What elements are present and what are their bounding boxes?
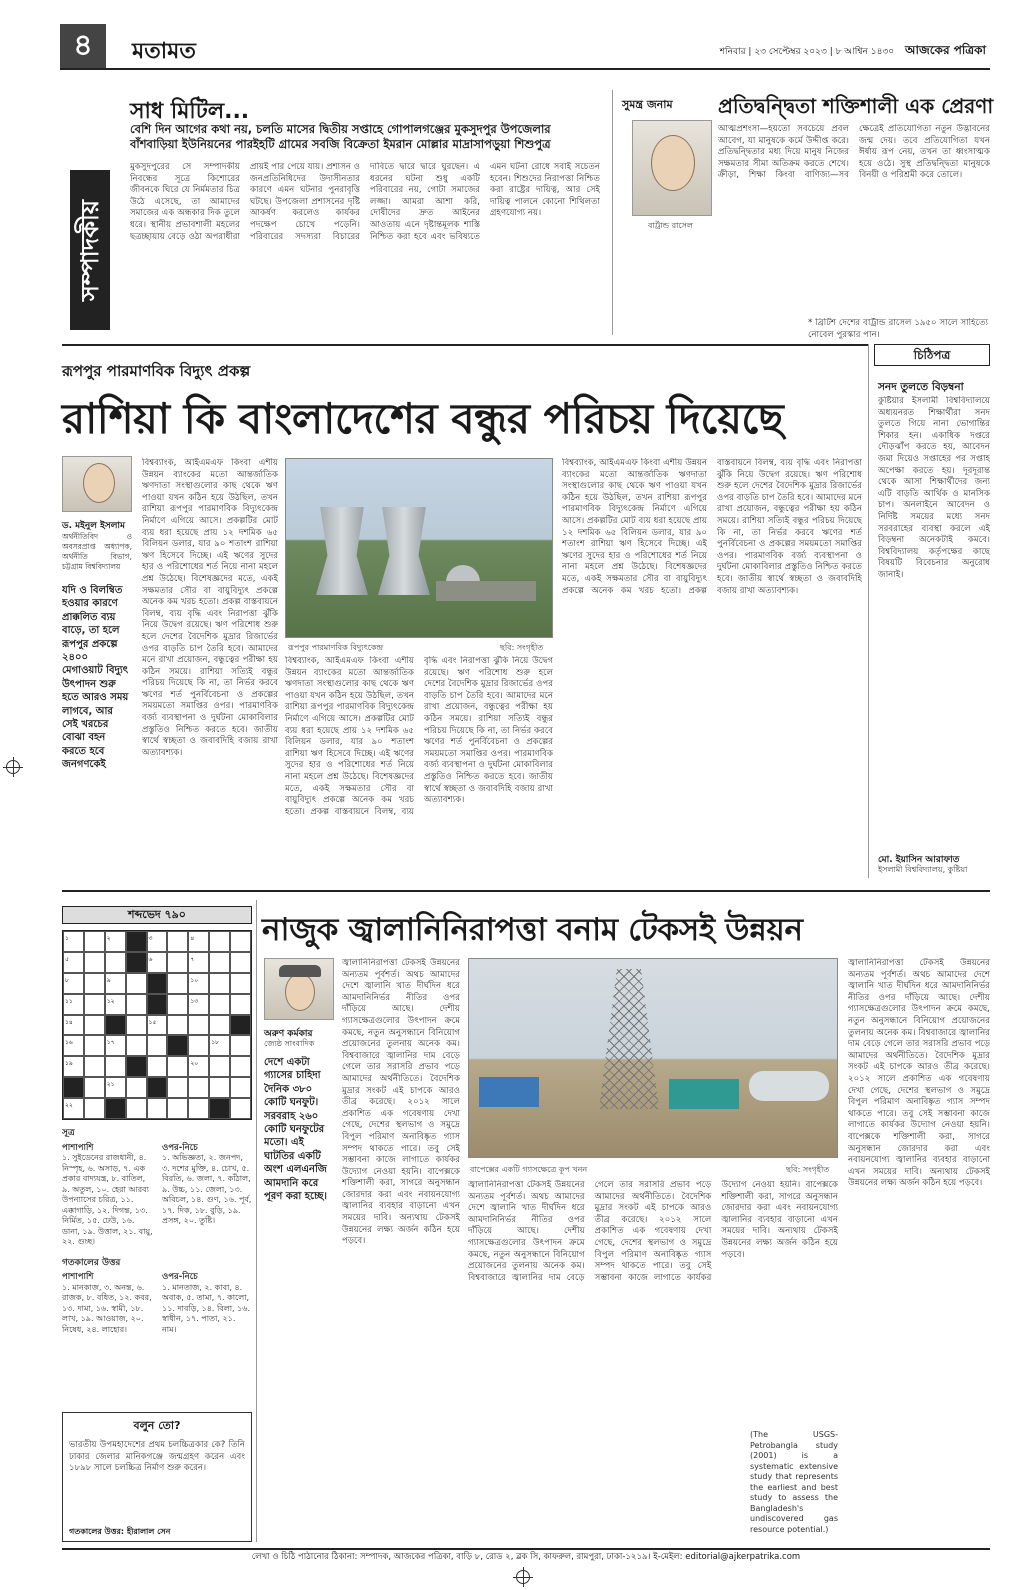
columnist2-face-icon xyxy=(285,973,315,1011)
crossword-block xyxy=(147,1077,168,1098)
author-portrait xyxy=(632,120,712,216)
crossword-cell[interactable]: ১৮ xyxy=(209,1035,230,1056)
nuclear-plant-photo xyxy=(285,458,553,638)
crossword-cell[interactable] xyxy=(84,994,105,1015)
main-kicker: রূপপুর পারমাণবিক বিদ্যুৎ প্রকল্প xyxy=(62,362,251,380)
registration-mark-icon xyxy=(6,760,20,774)
crossword-cell[interactable] xyxy=(126,1098,147,1119)
crossword-block xyxy=(147,973,168,994)
crossword-cell[interactable] xyxy=(230,1077,251,1098)
page-header xyxy=(60,24,990,70)
editorial-title: সাধ মিটিল... xyxy=(130,99,250,124)
crossword-cell[interactable] xyxy=(105,952,126,973)
crossword-cell[interactable] xyxy=(209,931,230,952)
second-author-name: অরুণ কর্মকার xyxy=(264,1029,313,1039)
crossword-cell[interactable] xyxy=(147,1035,168,1056)
crossword-cell[interactable]: ১০ xyxy=(188,973,209,994)
columnist2-portrait xyxy=(264,958,334,1020)
opinion-author: সুমন্ত্র জনাম xyxy=(622,98,673,111)
crossword-cell[interactable] xyxy=(84,973,105,994)
crossword-cell[interactable] xyxy=(167,1015,188,1036)
second-headline: নাজুক জ্বালানিনিরাপত্তা বনাম টেকসই উন্নয়ন xyxy=(262,912,803,948)
crossword-cell[interactable] xyxy=(230,931,251,952)
letters-body: কুষ্টিয়ার ইসলামী বিশ্ববিদ্যালয়ে অধ্যয়নরত শিক্ষার্থীরা সনদ তুলতে গিয়ে নানা ভোগান্তির শিকার হন। একাধিক দপ্তরে দৌড়ঝাঁপ করতে হয়, আবেদন জমা দিয়েও সপ্তাহের পর সপ্তাহ অপেক্ষা করতে হয়। দূরদূরান্ত থেকে আসা শিক্ষার্থীদের জন্য এটি বাড়তি আর্থিক ও মানসিক চাপ। অনলাইনে আবেদন ও নির্দিষ্ট সময়ের মধ্যে সনদ সরবরাহের ব্যবস্থা করলে এই বিড়ম্বনা অনেকটাই কমবে। বিশ্ববিদ্যালয় কর্তৃপক্ষের কাছে বিষয়টি বিবেচনার অনুরোধ জানাই। xyxy=(878,396,990,580)
crossword-cell[interactable] xyxy=(147,1056,168,1077)
crossword-cell[interactable] xyxy=(84,931,105,952)
main-pull-quote: যদি ও বিলম্বিত হওয়ার কারণে প্রাক্কলিত ব্যয় বাড়ে, তা হলে রূপপুর প্রকল্পে ২৪০০ মেগাওয়াট বিদ্যুৎ উৎপাদন শুরু হতে আরও সময় লাগবে, আর সেই খরচের বোঝা বহন করতে হবে জনগণকেই xyxy=(62,585,129,771)
main-body-col3: বিশ্বব্যাংক, আইএমএফ কিংবা এশীয় উন্নয়ন ব্যাংকের মতো আন্তর্জাতিক ঋণদাতা সংস্থাগুলোর কাছ থেকে ঋণ পাওয়া যখন কঠিন হয়ে উঠছিল, তখন রাশিয়া রূপপুর পারমাণবিক বিদ্যুৎকেন্দ্র নির্মাণে এগিয়ে আসে। প্রকল্পটির মোট ব্যয় ধরা হয়েছে প্রায় ১২ দশমিক ৬৫ বিলিয়ন ডলার, যার ৯০ শতাংশ রাশিয়া ঋণ হিসেবে দিচ্ছে। এই ঋণের সুদের হার ও পরিশোধের শর্ত নিয়ে নানা মহলে প্রশ্ন উঠেছে। বিশেষজ্ঞদের মতে, একই সক্ষমতার সৌর বা বায়ুবিদ্যুৎ প্রকল্পে অনেক কম খরচ হতো। প্রকল্প বাস্তবায়নে বিলম্ব, ব্যয় বৃদ্ধি এবং নিরাপত্তা ঝুঁকি নিয়ে উদ্বেগ রয়েছে। ঋণ পরিশোধ শুরু হলে দেশের বৈদেশিক মুদ্রার রিজার্ভের ওপর বাড়তি চাপ তৈরি হবে। আমাদের মনে রাখা প্রয়োজন, বন্ধুত্বের পরীক্ষা হয় কঠিন সময়ে। রাশিয়া সত্যিই বন্ধুর পরিচয় দিয়েছে কি না, তা নির্ভর করবে ঋণের শর্ত পুনর্বিবেচনা ও প্রকল্পের সময়মতো সমাপ্তির ওপর। পারমাণবিক বর্জ্য ব্যবস্থাপনা ও দুর্ঘটনা মোকাবিলার প্রস্তুতিও নিশ্চিত করতে হবে। জাতীয় স্বার্থে স্বচ্ছতা ও জবাবদিহি বজায় রাখা অত্যাবশ্যক। xyxy=(562,458,862,596)
letters-signature: মো. ইয়াসিন আরাফাত xyxy=(878,855,960,865)
crossword-cell[interactable] xyxy=(105,1056,126,1077)
container-icon xyxy=(479,1077,539,1107)
hat-icon xyxy=(279,965,321,977)
crossword-cell[interactable] xyxy=(167,1098,188,1119)
crossword-cell[interactable] xyxy=(147,1098,168,1119)
crossword-cell[interactable] xyxy=(209,952,230,973)
crossword-block xyxy=(105,1015,126,1036)
main-body-col2: বিশ্বব্যাংক, আইএমএফ কিংবা এশীয় উন্নয়ন ব্যাংকের মতো আন্তর্জাতিক ঋণদাতা সংস্থাগুলোর কাছ থেকে ঋণ পাওয়া যখন কঠিন হয়ে উঠছিল, তখন রাশিয়া রূপপুর পারমাণবিক বিদ্যুৎকেন্দ্র নির্মাণে এগিয়ে আসে। প্রকল্পটির মোট ব্যয় ধরা হয়েছে প্রায় ১২ দশমিক ৬৫ বিলিয়ন ডলার, যার ৯০ শতাংশ রাশিয়া ঋণ হিসেবে দিচ্ছে। এই ঋণের সুদের হার ও পরিশোধের শর্ত নিয়ে নানা মহলে প্রশ্ন উঠেছে। বিশেষজ্ঞদের মতে, একই সক্ষমতার সৌর বা বায়ুবিদ্যুৎ প্রকল্পে অনেক কম খরচ হতো। প্রকল্প বাস্তবায়নে বিলম্ব, ব্যয় বৃদ্ধি এবং নিরাপত্তা ঝুঁকি নিয়ে উদ্বেগ রয়েছে। ঋণ পরিশোধ শুরু হলে দেশের বৈদেশিক মুদ্রার রিজার্ভের ওপর বাড়তি চাপ তৈরি হবে। আমাদের মনে রাখা প্রয়োজন, বন্ধুত্বের পরীক্ষা হয় কঠিন সময়ে। রাশিয়া সত্যিই বন্ধুর পরিচয় দিয়েছে কি না, তা নির্ভর করবে ঋণের শর্ত পুনর্বিবেচনা ও প্রকল্পের সময়মতো সমাপ্তির ওপর। পারমাণবিক বর্জ্য ব্যবস্থাপনা ও দুর্ঘটনা মোকাবিলার প্রস্তুতিও নিশ্চিত করতে হবে। জাতীয় স্বার্থে স্বচ্ছতা ও জবাবদিহি বজায় রাখা অত্যাবশ্যক। xyxy=(285,656,553,817)
container-icon xyxy=(669,1079,739,1109)
crossword-block xyxy=(209,1098,230,1119)
crossword-cell[interactable]: ২০ xyxy=(188,1056,209,1077)
page-number: ৪ xyxy=(60,24,106,68)
column-divider xyxy=(256,900,257,1542)
answers-heading: গতকালের উত্তর xyxy=(62,1257,121,1268)
crossword-cell[interactable]: ১ xyxy=(63,931,84,952)
crossword-cell[interactable]: ২ xyxy=(105,931,126,952)
crossword-cell[interactable]: ১২ xyxy=(105,994,126,1015)
letters-title: সনদ তুলতে বিড়ম্বনা xyxy=(878,381,964,393)
columnist-portrait xyxy=(62,456,132,512)
crossword-cell[interactable]: ১৯ xyxy=(63,1056,84,1077)
crossword-cell[interactable] xyxy=(209,1015,230,1036)
crossword-cell[interactable] xyxy=(230,1035,251,1056)
crossword-cell[interactable]: ১৭ xyxy=(105,1035,126,1056)
across-heading: পাশাপাশি xyxy=(62,1142,94,1153)
crossword-cell[interactable] xyxy=(84,1015,105,1036)
rig-photo-caption: বাপেক্সের একটি গ্যাসক্ষেত্রে কূপ খনন xyxy=(470,1165,588,1174)
crossword-cell[interactable]: ১৩ xyxy=(188,994,209,1015)
column-divider xyxy=(612,90,613,335)
gas-rig-photo xyxy=(468,958,838,1158)
opinion-body: আত্মপ্রশংসা—হয়তো সবচেয়ে প্রবল আবেগ, যা মানুষকে কর্মে উদ্দীপ্ত করে। প্রতিদ্বন্দ্বিতার মধ্য দিয়ে মানুষ নিজের সক্ষমতার সীমা অতিক্রম করতে শেখে। ক্রীড়া, শিক্ষা কিংবা বাণিজ্য—সব ক্ষেত্রেই প্রতিযোগিতা নতুন উদ্ভাবনের জন্ম দেয়। তবে প্রতিযোগিতা যখন ঈর্ষায় রূপ নেয়, তখন তা ধ্বংসাত্মক হয়ে ওঠে। সুস্থ প্রতিদ্বন্দ্বিতা মানুষকে বিনয়ী ও পরিশ্রমী করে তোলে। xyxy=(718,124,990,181)
second-pull-quote: দেশে একটা গ্যাসের চাহিদা দৈনিক ৩৮০ কোটি ঘনফুট। সরবরাহ ২৬০ কোটি ঘনফুটের মতো। এই ঘাটতির একটি অংশ এলএনজি আমদানি করে পূরণ করা হচ্ছে। xyxy=(264,1057,328,1203)
quiz-text: ভারতীয় উপমহাদেশের প্রথম চলচ্চিত্রকার কে? তিনি ঢাকার জেলার মানিকগঞ্জে জন্মগ্রহণ করেন এবং ১৮৯৮ সালে চলচ্চিত্র নির্মাণ শুরু করেন। xyxy=(69,1440,245,1474)
crossword-cell[interactable] xyxy=(126,1035,147,1056)
drill-rig-icon xyxy=(599,969,659,1109)
crossword-cell[interactable] xyxy=(188,1015,209,1036)
issue-date: শনিবার | ২৩ সেপ্টেম্বর ২০২৩ | ৮ আশ্বিন ১৪৩০ xyxy=(719,47,895,57)
crossword-cell[interactable] xyxy=(126,1015,147,1036)
across-answers-heading: পাশাপাশি xyxy=(62,1272,94,1282)
nuclear-photo-caption: রূপপুর পারমাণবিক বিদ্যুৎকেন্দ্র xyxy=(288,643,384,652)
letters-affiliation: ইসলামী বিশ্ববিদ্যালয়, কুষ্টিয়া xyxy=(878,865,968,874)
crossword-cell[interactable] xyxy=(209,1056,230,1077)
quiz-box xyxy=(62,1412,252,1542)
crossword-cell[interactable]: ১৬ xyxy=(63,1035,84,1056)
crossword-block xyxy=(105,1098,126,1119)
across-clues: ১. সুইডেনের রাজধানী, ৪. নিস্পৃহ, ৬. অসাড়, ৭. এক প্রকার বাদ্যযন্ত্র, ৮. বাতিল, ৯. অতুল, ১০. হেরা আরব্য উপন্যাসের চরিত্র, ১১. এক্কাগাড়ি, ১২. দিগন্ত, ১৩. নির্মিত, ১৫. ঢেউ, ১৬. ডানা, ১৯. উত্তাল, ২১. বায়ু, ২২. গুচ্ছ। xyxy=(62,1153,153,1246)
crossword-cell[interactable]: ৯ xyxy=(105,973,126,994)
crossword-cell[interactable] xyxy=(230,994,251,1015)
crossword-cell[interactable] xyxy=(126,994,147,1015)
crossword-cell[interactable] xyxy=(230,1098,251,1119)
down-answers-heading: ওপর-নিচে xyxy=(162,1272,198,1282)
section-rule xyxy=(62,890,990,892)
crossword-block xyxy=(126,931,147,952)
opinion-title: প্রতিদ্বন্দ্বিতা শক্তিশালী এক প্রেরণা xyxy=(718,94,994,118)
crossword-block xyxy=(126,952,147,973)
crossword-cell[interactable] xyxy=(188,1077,209,1098)
crossword-cell[interactable]: ১১ xyxy=(63,994,84,1015)
second-citation: (The USGS-Petrobangla study (2001) is a systematic extensive study that represents the earliest and best study to assess the Bangladesh's undiscovered gas resource potential.) xyxy=(750,1430,838,1538)
crossword-cell[interactable] xyxy=(230,973,251,994)
second-body-col2: জ্বালানিনিরাপত্তা টেকসই উন্নয়নের অন্যতম পূর্বশর্ত। অথচ আমাদের দেশে জ্বালানি খাত দীর্ঘদিন ধরে আমদানিনির্ভর নীতির ওপর দাঁড়িয়ে আছে। দেশীয় গ্যাসক্ষেত্রগুলোর উৎপাদন ক্রমে কমছে, নতুন অনুসন্ধানে বিনিয়োগ প্রয়োজনের তুলনায় অনেক কম। বিশ্ববাজারে জ্বালানির দাম বেড়ে গেলে তার সরাসরি প্রভাব পড়ে আমাদের অর্থনীতিতে। বৈদেশিক মুদ্রার সংকট এই চাপকে আরও তীব্র করেছে। ২০১২ সালে প্রকাশিত এক গবেষণায় দেখা গেছে, দেশের স্থলভাগ ও সমুদ্রে বিপুল পরিমাণ অনাবিষ্কৃত গ্যাস সম্পদ থাকতে পারে। তবু সেই সম্ভাবনা কাজে লাগাতে কার্যকর উদ্যোগ নেওয়া হয়নি। বাপেক্সকে শক্তিশালী করা, সাগরে অনুসন্ধান জোরদার করা এবং নবায়নযোগ্য জ্বালানির ব্যবহার বাড়ানো এখন সময়ের দাবি। অন্যথায় টেকসই উন্নয়নের লক্ষ্য অর্জন কঠিন হয়ে পড়বে। xyxy=(468,1180,838,1283)
crossword-cell[interactable]: ৮ xyxy=(63,973,84,994)
crossword-cell[interactable] xyxy=(84,1077,105,1098)
crossword-cell[interactable]: ১৪ xyxy=(63,1015,84,1036)
crossword-cell[interactable] xyxy=(188,1035,209,1056)
crossword-block xyxy=(63,1077,84,1098)
second-body-col1: জ্বালানিনিরাপত্তা টেকসই উন্নয়নের অন্যতম পূর্বশর্ত। অথচ আমাদের দেশে জ্বালানি খাত দীর্ঘদিন ধরে আমদানিনির্ভর নীতির ওপর দাঁড়িয়ে আছে। দেশীয় গ্যাসক্ষেত্রগুলোর উৎপাদন ক্রমে কমছে, নতুন অনুসন্ধানে বিনিয়োগ প্রয়োজনের তুলনায় অনেক কম। বিশ্ববাজারে জ্বালানির দাম বেড়ে গেলে তার সরাসরি প্রভাব পড়ে আমাদের অর্থনীতিতে। বৈদেশিক মুদ্রার সংকট এই চাপকে আরও তীব্র করেছে। ২০১২ সালে প্রকাশিত এক গবেষণায় দেখা গেছে, দেশের স্থলভাগ ও সমুদ্রে বিপুল পরিমাণ অনাবিষ্কৃত গ্যাস সম্পদ থাকতে পারে। তবু সেই সম্ভাবনা কাজে লাগাতে কার্যকর উদ্যোগ নেওয়া হয়নি। বাপেক্সকে শক্তিশালী করা, সাগরে অনুসন্ধান জোরদার করা এবং নবায়নযোগ্য জ্বালানির ব্যবহার বাড়ানো এখন সময়ের দাবি। অন্যথায় টেকসই উন্নয়নের লক্ষ্য অর্জন কঠিন হয়ে পড়বে। xyxy=(342,958,460,1247)
portrait-caption: বার্ট্রান্ড রাসেল xyxy=(648,221,693,230)
plant-building-icon xyxy=(436,581,536,601)
crossword-grid[interactable] xyxy=(62,930,252,1120)
crossword-cell[interactable] xyxy=(209,1077,230,1098)
crossword-cell[interactable] xyxy=(209,973,230,994)
quiz-answer: গতকালের উত্তর: হীরালাল সেন xyxy=(69,1527,171,1536)
masthead-brand: আজকের পত্রিকা xyxy=(905,43,986,57)
second-body-col3: জ্বালানিনিরাপত্তা টেকসই উন্নয়নের অন্যতম পূর্বশর্ত। অথচ আমাদের দেশে জ্বালানি খাত দীর্ঘদিন ধরে আমদানিনির্ভর নীতির ওপর দাঁড়িয়ে আছে। দেশীয় গ্যাসক্ষেত্রগুলোর উৎপাদন ক্রমে কমছে, নতুন অনুসন্ধানে বিনিয়োগ প্রয়োজনের তুলনায় অনেক কম। বিশ্ববাজারে জ্বালানির দাম বেড়ে গেলে তার সরাসরি প্রভাব পড়ে আমাদের অর্থনীতিতে। বৈদেশিক মুদ্রার সংকট এই চাপকে আরও তীব্র করেছে। ২০১২ সালে প্রকাশিত এক গবেষণায় দেখা গেছে, দেশের স্থলভাগ ও সমুদ্রে বিপুল পরিমাণ অনাবিষ্কৃত গ্যাস সম্পদ থাকতে পারে। তবু সেই সম্ভাবনা কাজে লাগাতে কার্যকর উদ্যোগ নেওয়া হয়নি। বাপেক্সকে শক্তিশালী করা, সাগরে অনুসন্ধান জোরদার করা এবং নবায়নযোগ্য জ্বালানির ব্যবহার বাড়ানো এখন সময়ের দাবি। অন্যথায় টেকসই উন্নয়নের লক্ষ্য অর্জন কঠিন হয়ে পড়বে। xyxy=(848,958,990,1189)
crossword-block xyxy=(126,1056,147,1077)
cooling-tower-icon xyxy=(378,507,430,595)
crossword-cell[interactable] xyxy=(84,1098,105,1119)
crossword-cell[interactable] xyxy=(126,973,147,994)
editorial-deck: বেশি দিন আগের কথা নয়, চলতি মাসের দ্বিতীয় সপ্তাহে গোপালগঞ্জের মুকসুদপুর উপজেলার বাঁশবাড়িয়া ইউনিয়নের পারইহটি গ্রামের সবজি বিক্রেতা ইমরান মোল্লার মাদ্রাসাপড়ুয়া শিশুপুত্র xyxy=(130,122,551,151)
header-date-brand xyxy=(720,42,986,62)
crossword-block xyxy=(147,994,168,1015)
cooling-tower-icon xyxy=(316,507,368,595)
quiz-heading: বলুন তো? xyxy=(133,1419,181,1432)
section-rule xyxy=(62,344,868,346)
crossword-cell[interactable] xyxy=(84,952,105,973)
editorial-side-label: সম্পাদকীয় xyxy=(70,170,110,330)
editorial-body: মুকসুদপুরের সে সম্পাদকীয় নিবন্ধের সূত্রে কিশোরের জীবনকে ঘিরে যে নির্মমতার চিত্র উঠে এসেছে, তা আমাদের সমাজের এক অন্ধকার দিক তুলে ধরে। স্থানীয় প্রভাবশালী মহলের ছত্রচ্ছায়ায় বেড়ে ওঠা অপরাধীরা প্রায়ই পার পেয়ে যায়। প্রশাসন ও জনপ্রতিনিধিদের উদাসীনতার কারণে এমন ঘটনার পুনরাবৃত্তি ঘটছে। উপজেলা প্রশাসনের দৃষ্টি আকর্ষণ করলেও কার্যকর পদক্ষেপ চোখে পড়েনি। পরিবারের সদস্যরা বিচারের দাবিতে দ্বারে দ্বারে ঘুরছেন। এ ধরনের ঘটনা শুধু একটি পরিবারের নয়, গোটা সমাজের লজ্জা। আমরা আশা করি, দোষীদের দ্রুত আইনের আওতায় এনে দৃষ্টান্তমূলক শাস্তি নিশ্চিত করা হবে এবং ভবিষ্যতে এমন ঘটনা রোধে সবাই সচেতন হবেন। শিশুদের নিরাপত্তা নিশ্চিত করা রাষ্ট্রের দায়িত্ব, আর সেই দায়িত্ব পালনে কোনো শিথিলতা গ্রহণযোগ্য নয়। xyxy=(130,162,600,242)
clues-heading: সূত্র xyxy=(62,1128,75,1138)
down-answers: ১. মানতাজ, ২. কাবা, ৪. অবাক, ৫. তামা, ৭. কালো, ১১. দাবড়ি, ১৪. বিলা, ১৬. স্বাধীন, ১৭. পাতা, ২১. নাম। xyxy=(162,1282,251,1334)
section-title: মতামত xyxy=(132,39,196,64)
crossword-cell[interactable] xyxy=(84,1035,105,1056)
down-clues: ১. অভিজ্ঞতা, ২. জনপদ, ৩. দশের মুক্তি, ৪. চোখ, ৫. বিরতি, ৬. জলা, ৭. কাঁঠাল, ৯. উচ্চ, ১১. জেলা, ১৩. অবিচল, ১৪. গুণ, ১৬. পূর্ব, ১৭. দিক, ১৮. বুড়ি, ১৯. প্রসঙ্গ, ২০. তুষ্টি। xyxy=(162,1153,252,1225)
crossword-cell[interactable] xyxy=(84,1056,105,1077)
crossword-cell[interactable]: ২২ xyxy=(63,1098,84,1119)
registration-mark-icon xyxy=(516,1570,530,1584)
column-divider xyxy=(868,344,869,878)
crossword-cell[interactable]: ৬ xyxy=(147,952,168,973)
crossword-cell[interactable]: ৭ xyxy=(188,952,209,973)
second-author-title: জ্যেষ্ঠ সাংবাদিক xyxy=(264,1039,315,1048)
crossword-clues xyxy=(62,1128,252,1418)
crossword-cell[interactable] xyxy=(167,1056,188,1077)
main-author-name: ড. মইনুল ইসলাম xyxy=(62,521,126,531)
crossword-cell[interactable] xyxy=(230,1056,251,1077)
main-author-title: অর্থনীতিবিদ ও অবসরপ্রাপ্ত অধ্যাপক, অর্থনীতি বিভাগ, চট্টগ্রাম বিশ্ববিদ্যালয় xyxy=(62,532,132,571)
crossword-title: শব্দভেদ ৭৯০ xyxy=(62,906,252,924)
crossword-cell[interactable] xyxy=(209,994,230,1015)
opinion-footnote: * ব্রিটিশ দেশের বার্ট্রান্ড রাসেল ১৯৫০ সালে সাহিত্যে নোবেল পুরস্কার পান। xyxy=(808,318,988,340)
crossword-cell[interactable] xyxy=(230,952,251,973)
crossword-cell[interactable] xyxy=(167,994,188,1015)
rig-photo-credit: ছবি: সংগৃহীত xyxy=(786,1165,830,1174)
crossword-cell[interactable] xyxy=(167,952,188,973)
crossword-cell[interactable] xyxy=(188,1098,209,1119)
nuclear-photo-credit: ছবি: সংগৃহীত xyxy=(500,643,544,652)
crossword-cell[interactable] xyxy=(167,973,188,994)
crossword-cell[interactable]: ১৫ xyxy=(147,1015,168,1036)
crossword-block xyxy=(230,1015,251,1036)
main-headline: রাশিয়া কি বাংলাদেশের বন্ধুর পরিচয় দিয়েছে xyxy=(62,394,784,443)
crossword-cell[interactable]: ৫ xyxy=(63,952,84,973)
main-body-col1: বিশ্বব্যাংক, আইএমএফ কিংবা এশীয় উন্নয়ন ব্যাংকের মতো আন্তর্জাতিক ঋণদাতা সংস্থাগুলোর কাছ থেকে ঋণ পাওয়া যখন কঠিন হয়ে উঠছিল, তখন রাশিয়া রূপপুর পারমাণবিক বিদ্যুৎকেন্দ্র নির্মাণে এগিয়ে আসে। প্রকল্পটির মোট ব্যয় ধরা হয়েছে প্রায় ১২ দশমিক ৬৫ বিলিয়ন ডলার, যার ৯০ শতাংশ রাশিয়া ঋণ হিসেবে দিচ্ছে। এই ঋণের সুদের হার ও পরিশোধের শর্ত নিয়ে নানা মহলে প্রশ্ন উঠেছে। বিশেষজ্ঞদের মতে, একই সক্ষমতার সৌর বা বায়ুবিদ্যুৎ প্রকল্পে অনেক কম খরচ হতো। প্রকল্প বাস্তবায়নে বিলম্ব, ব্যয় বৃদ্ধি এবং নিরাপত্তা ঝুঁকি নিয়ে উদ্বেগ রয়েছে। ঋণ পরিশোধ শুরু হলে দেশের বৈদেশিক মুদ্রার রিজার্ভের ওপর বাড়তি চাপ তৈরি হবে। আমাদের মনে রাখা প্রয়োজন, বন্ধুত্বের পরীক্ষা হয় কঠিন সময়ে। রাশিয়া সত্যিই বন্ধুর পরিচয় দিয়েছে কি না, তা নির্ভর করবে ঋণের শর্ত পুনর্বিবেচনা ও প্রকল্পের সময়মতো সমাপ্তির ওপর। পারমাণবিক বর্জ্য ব্যবস্থাপনা ও দুর্ঘটনা মোকাবিলার প্রস্তুতিও নিশ্চিত করতে হবে। জাতীয় স্বার্থে স্বচ্ছতা ও জবাবদিহি বজায় রাখা অত্যাবশ্যক। xyxy=(142,458,278,758)
portrait-face-icon xyxy=(651,135,695,191)
crossword-block xyxy=(167,1035,188,1056)
tank-icon xyxy=(749,1071,829,1101)
crossword-cell[interactable]: ৪ xyxy=(188,931,209,952)
across-answers: ১. মানকাজ, ৩. অনন্ত, ৬. রাজক, ৮. বধিত, ১২. কবর, ১৩. দামা, ১৬. স্বামী, ১৮. লাখ, ১৯. আওয়াজ, ২০. নিষেধ, ২৪. লাহোর। xyxy=(62,1282,152,1334)
footer-address: লেখা ও চিঠি পাঠানোর ঠিকানা: সম্পাদক, আজকের পত্রিকা, বাড়ি ৮, রোড ২, ব্লক সি, কাফরুল, রামপুরা, ঢাকা-১২১৯। ই-মেইল: editorial@ajkerpatrika.com xyxy=(62,1548,990,1562)
crossword-cell[interactable] xyxy=(126,1077,147,1098)
columnist-face-icon xyxy=(83,463,115,503)
letters-header: চিঠিপত্র xyxy=(874,344,990,366)
down-heading: ওপর-নিচে xyxy=(162,1142,198,1153)
crossword-cell[interactable] xyxy=(167,1077,188,1098)
crossword-cell[interactable]: ৩ xyxy=(147,931,168,952)
crossword-cell[interactable] xyxy=(167,931,188,952)
crossword-cell[interactable]: ২১ xyxy=(105,1077,126,1098)
